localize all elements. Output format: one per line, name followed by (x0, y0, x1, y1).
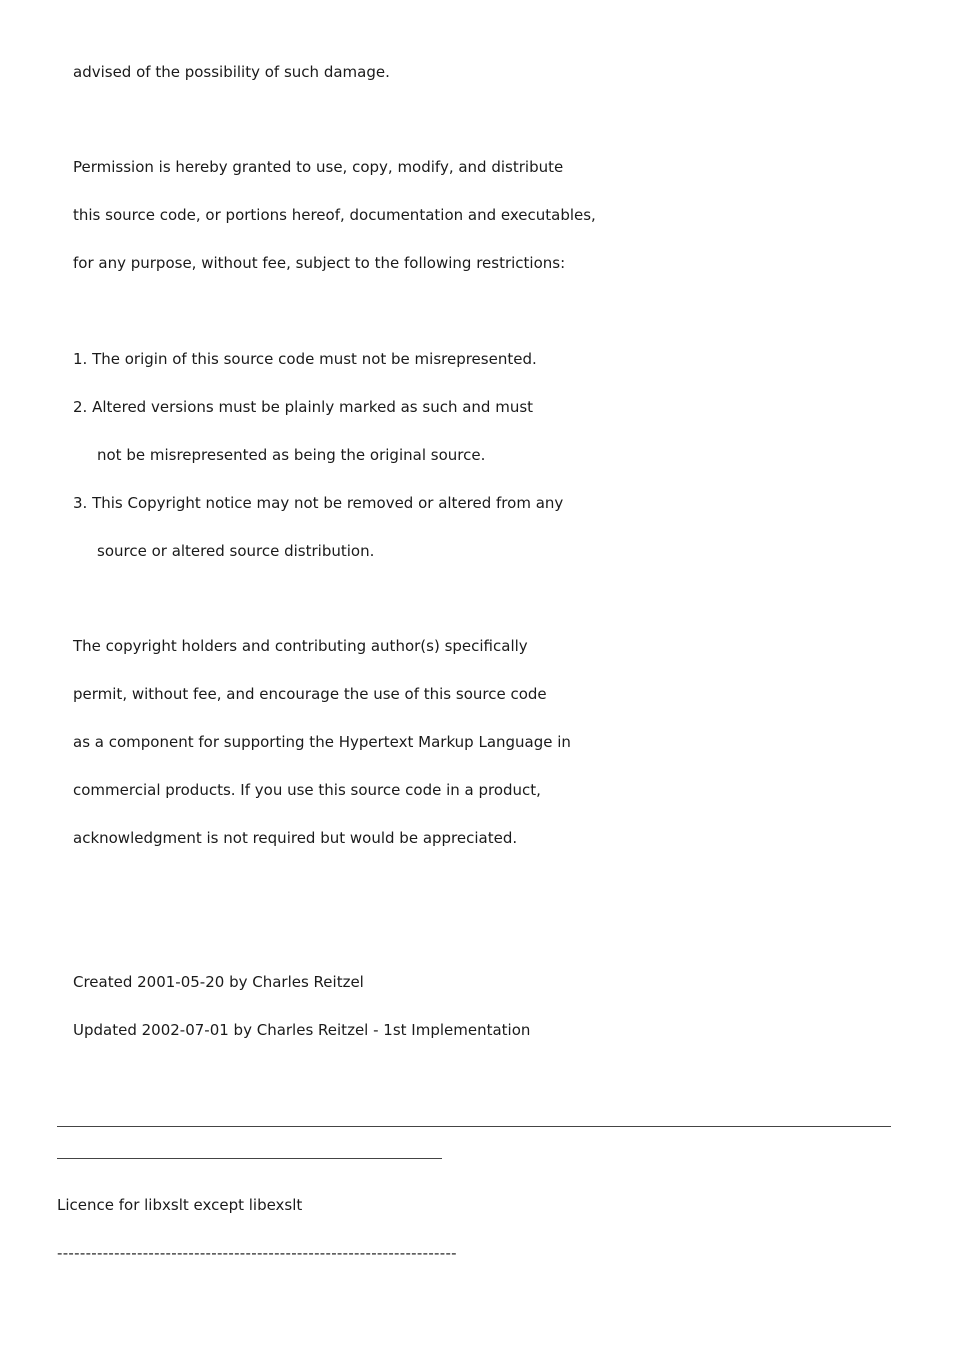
restriction-item-continuation: source or altered source distribution. (97, 542, 375, 560)
text-line: as a component for supporting the Hypertext Markup Language in (73, 733, 571, 751)
section-divider (57, 1126, 891, 1127)
text-line: for any purpose, without fee, subject to the following restrictions: (73, 254, 566, 272)
restriction-item-continuation: not be misrepresented as being the original source. (97, 446, 486, 464)
created-note: Created 2001-05-20 by Charles Reitzel (73, 973, 364, 991)
restriction-item: 2. Altered versions must be plainly marked as such and must (73, 398, 534, 416)
text-line: advised of the possibility of such damage. (73, 63, 390, 81)
updated-note: Updated 2002-07-01 by Charles Reitzel - 1st Implementation (73, 1021, 531, 1039)
text-line: The copyright holders and contributing author(s) specifically (73, 637, 528, 655)
text-line: permit, without fee, and encourage the use of this source code (73, 685, 547, 703)
section-divider-short (57, 1158, 442, 1159)
restriction-item: 1. The origin of this source code must not be misrepresented. (73, 350, 537, 368)
section-heading: Licence for libxslt except libexslt (57, 1196, 303, 1214)
text-line: this source code, or portions hereof, documentation and executables, (73, 206, 596, 224)
restriction-item: 3. This Copyright notice may not be removed or altered from any (73, 494, 564, 512)
text-line: Permission is hereby granted to use, copy, modify, and distribute (73, 158, 564, 176)
dash-rule: ---------------------------------------------------------------------- (57, 1244, 457, 1262)
text-line: commercial products. If you use this source code in a product, (73, 781, 541, 799)
text-line: acknowledgment is not required but would be appreciated. (73, 829, 518, 847)
